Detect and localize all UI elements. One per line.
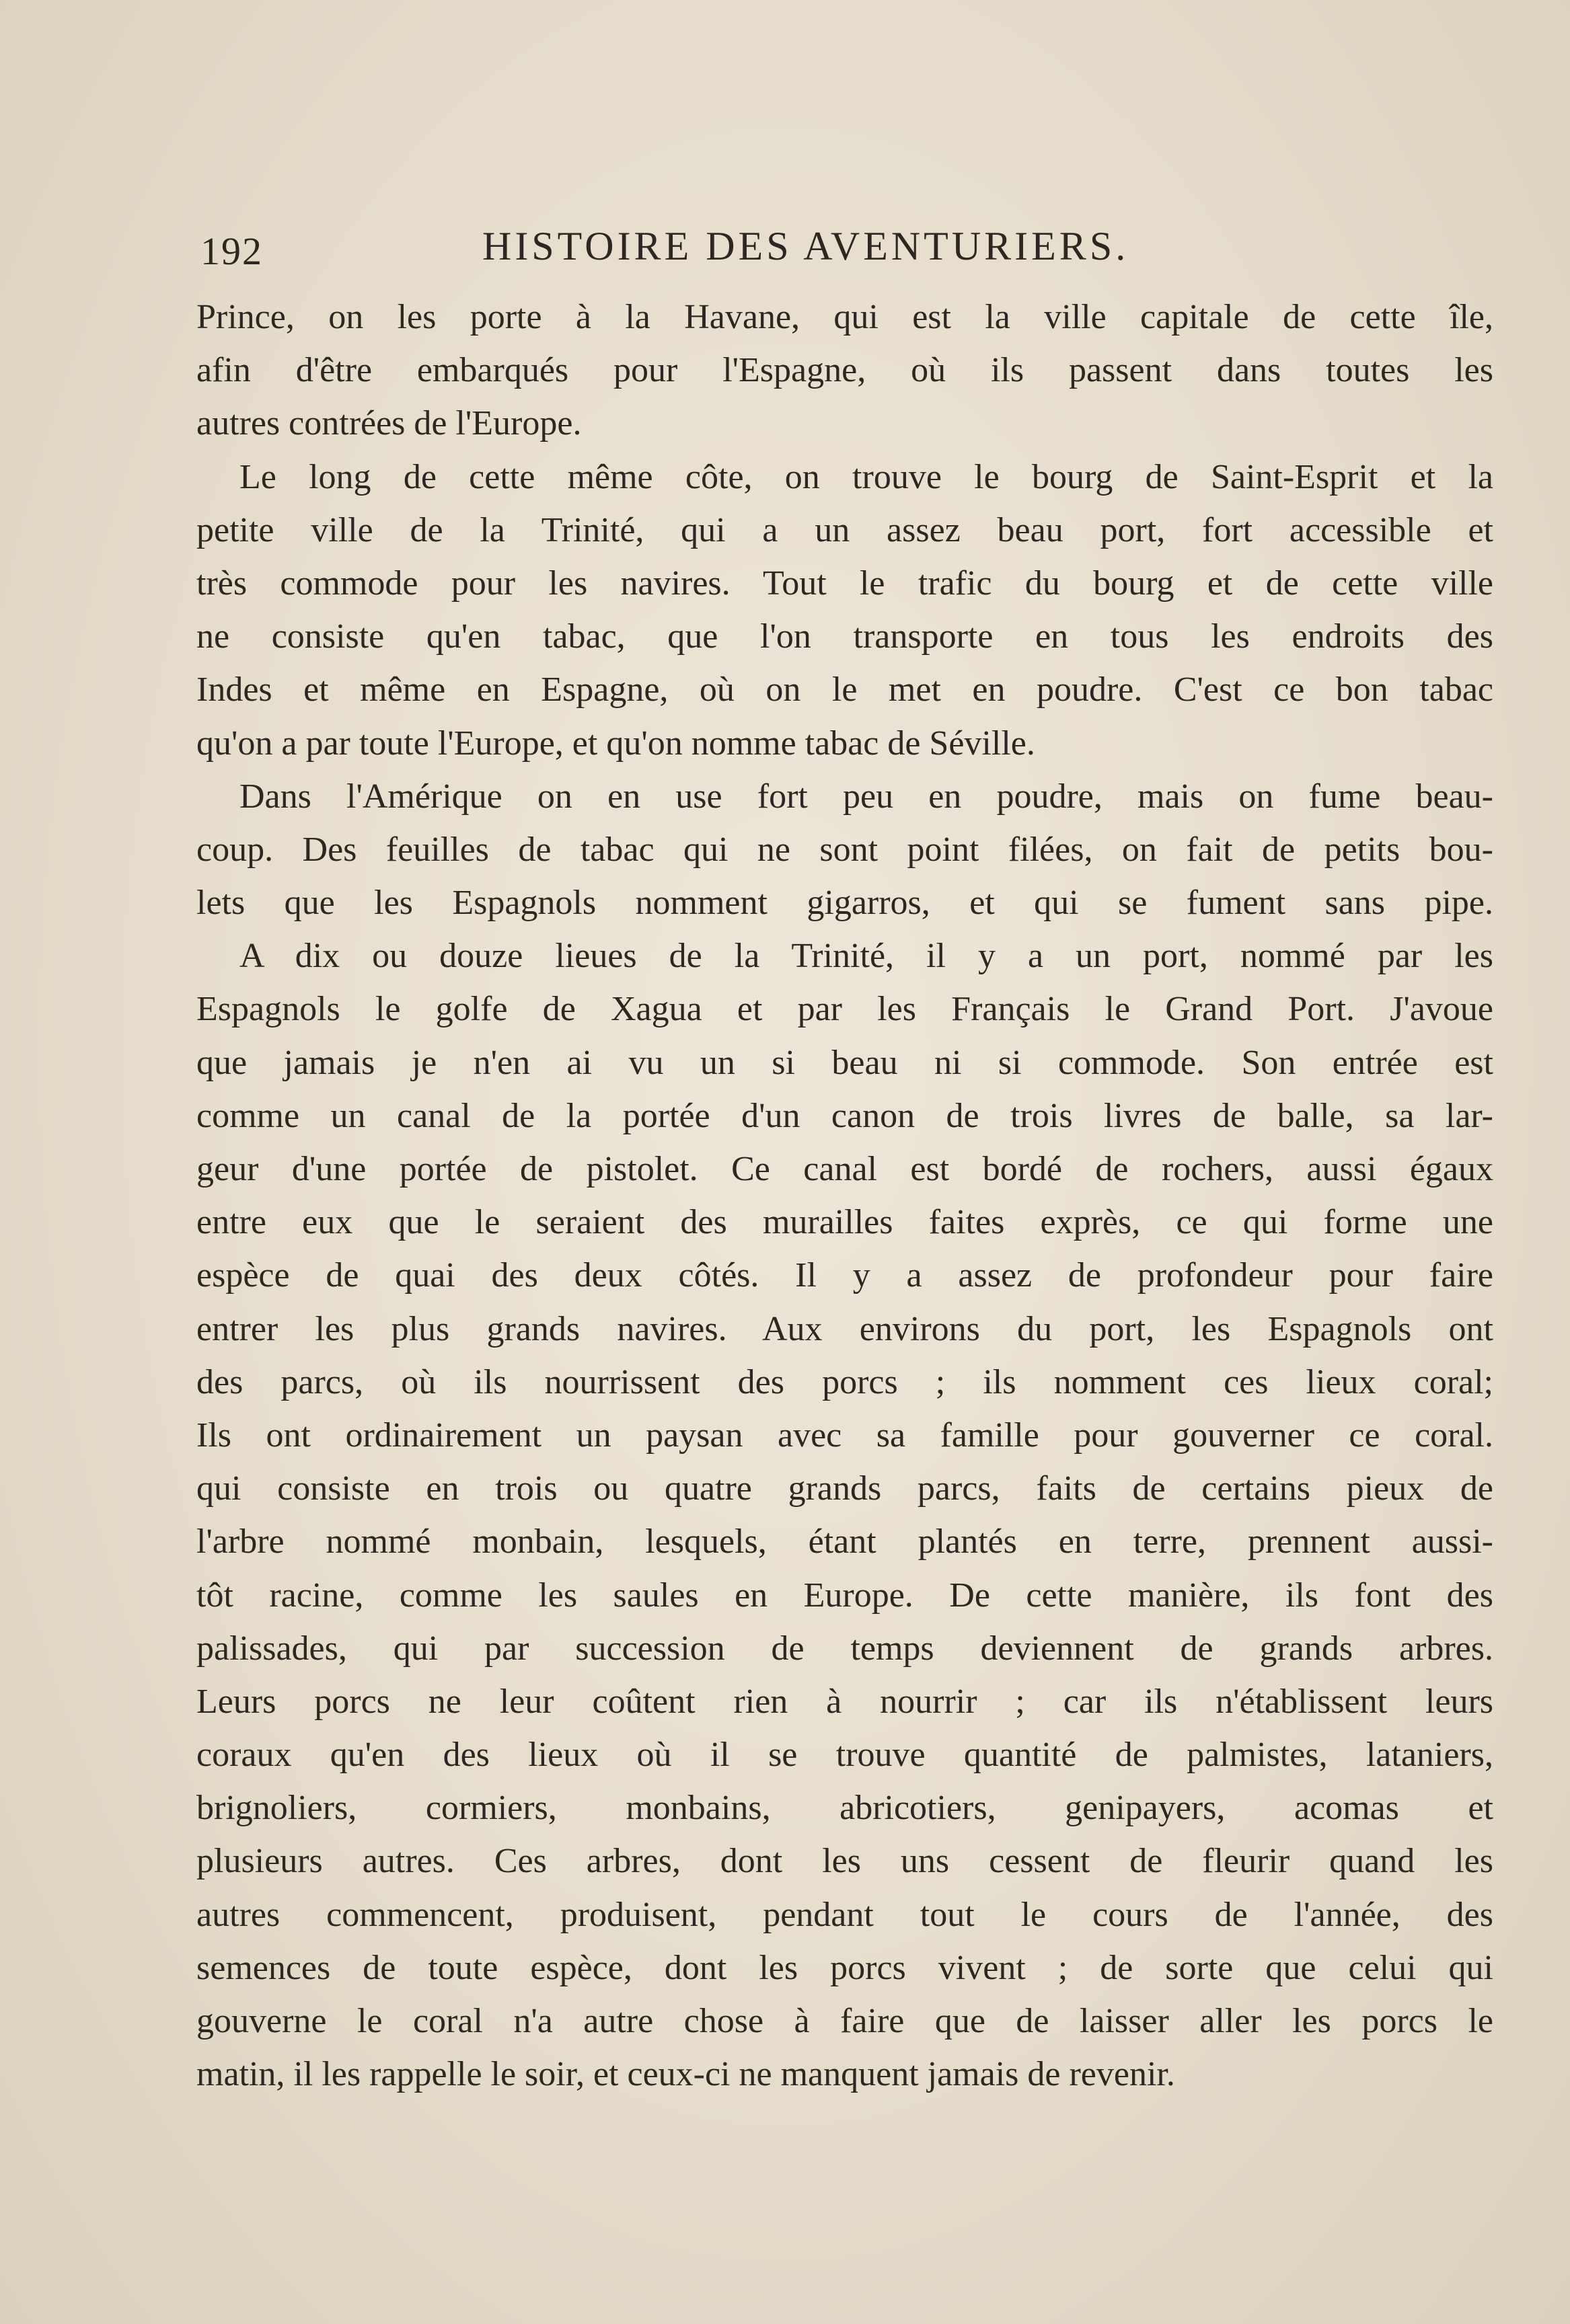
text-line: lets que les Espagnols nomment gigarros, et qui se fument sans pipe. (196, 884, 1493, 923)
text-line: qui consiste en trois ou quatre grands parcs, faits de certains pieux de (196, 1469, 1493, 1508)
text-line: geur d'une portée de pistolet. Ce canal est bordé de rochers, aussi égaux (196, 1150, 1493, 1188)
text-line: brignoliers, cormiers, monbains, abricotiers, genipayers, acomas et (196, 1789, 1493, 1828)
text-line: que jamais je n'en ai vu un si beau ni si commode. Son entrée est (196, 1043, 1493, 1082)
text-line: comme un canal de la portée d'un canon de trois livres de balle, sa lar- (196, 1096, 1493, 1135)
text-line: palissades, qui par succession de temps deviennent de grands arbres. (196, 1629, 1493, 1668)
text-line: gouverne le coral n'a autre chose à faire que de laisser aller les porcs le (196, 2002, 1493, 2040)
text-line: A dix ou douze lieues de la Trinité, il y a un port, nommé par les (239, 937, 1493, 976)
text-line: Dans l'Amérique on en use fort peu en poudre, mais on fume beau- (239, 777, 1493, 816)
text-line: tôt racine, comme les saules en Europe. De cette manière, ils font des (196, 1576, 1493, 1615)
text-line: qu'on a par toute l'Europe, et qu'on nomme tabac de Séville. (196, 724, 1035, 763)
text-line: Ils ont ordinairement un paysan avec sa famille pour gouverner ce coral. (196, 1416, 1493, 1455)
text-line: entrer les plus grands navires. Aux environs du port, les Espagnols ont (196, 1309, 1493, 1348)
text-line: autres contrées de l'Europe. (196, 404, 582, 443)
text-line: Indes et même en Espagne, où on le met en poudre. C'est ce bon tabac (196, 670, 1493, 709)
page-header (164, 223, 1227, 284)
body-text (196, 290, 1493, 2101)
text-line: semences de toute espèce, dont les porcs vivent ; de sorte que celui qui (196, 1948, 1493, 1987)
text-line: des parcs, où ils nourrissent des porcs ; ils nomment ces lieux coral; (196, 1362, 1493, 1401)
text-line: très commode pour les navires. Tout le trafic du bourg et de cette ville (196, 564, 1493, 603)
text-line: matin, il les rappelle le soir, et ceux-ci ne manquent jamais de revenir. (196, 2055, 1175, 2094)
text-line: petite ville de la Trinité, qui a un assez beau port, fort accessible et (196, 510, 1493, 549)
text-line: entre eux que le seraient des murailles faites exprès, ce qui forme une (196, 1203, 1493, 1242)
text-line: plusieurs autres. Ces arbres, dont les uns cessent de fleurir quand les (196, 1842, 1493, 1881)
text-line: afin d'être embarqués pour l'Espagne, où ils passent dans toutes les (196, 351, 1493, 390)
text-line: autres commencent, produisent, pendant tout le cours de l'année, des (196, 1895, 1493, 1934)
text-line: Espagnols le golfe de Xagua et par les Français le Grand Port. J'avoue (196, 990, 1493, 1029)
text-line: Le long de cette même côte, on trouve le bourg de Saint-Esprit et la (239, 457, 1493, 496)
text-line: Leurs porcs ne leur coûtent rien à nourrir ; car ils n'établissent leurs (196, 1682, 1493, 1721)
text-line: Prince, on les porte à la Havane, qui est la ville capitale de cette île, (196, 298, 1493, 336)
page-number: 192 (200, 229, 263, 273)
text-line: ne consiste qu'en tabac, que l'on transporte en tous les endroits des (196, 617, 1493, 656)
text-line: coraux qu'en des lieux où il se trouve quantité de palmistes, lataniers, (196, 1736, 1493, 1775)
text-line: coup. Des feuilles de tabac qui ne sont point filées, on fait de petits bou- (196, 830, 1493, 869)
text-line: l'arbre nommé monbain, lesquels, étant plantés en terre, prennent aussi- (196, 1522, 1493, 1561)
text-line: espèce de quai des deux côtés. Il y a assez de profondeur pour faire (196, 1256, 1493, 1295)
running-title: HISTOIRE DES AVENTURIERS. (482, 224, 1129, 268)
